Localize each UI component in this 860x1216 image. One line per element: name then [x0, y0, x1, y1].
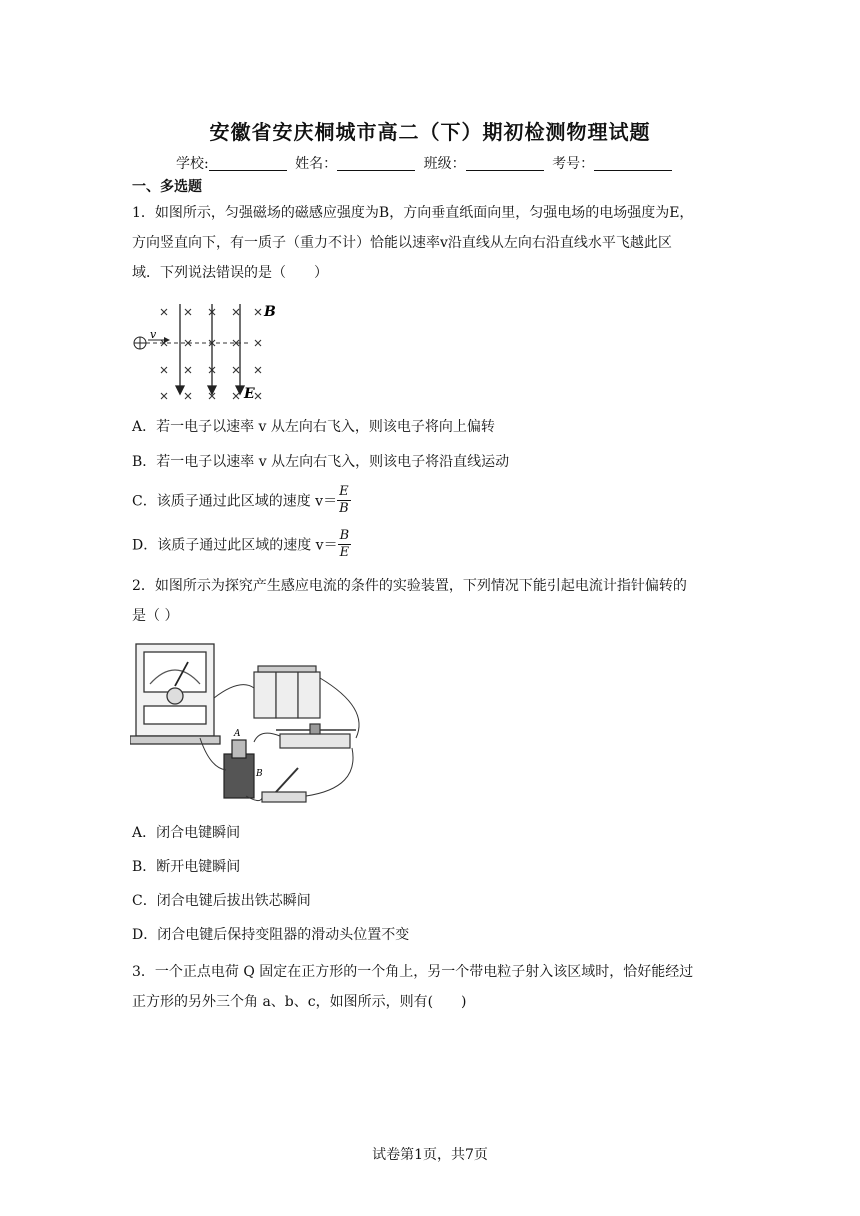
q1-option-c-text: C．该质子通过此区域的速度 v＝	[132, 493, 338, 510]
q2-stem	[132, 571, 736, 631]
school-blank	[209, 156, 287, 171]
section-heading: 一、多选题	[132, 179, 202, 195]
q2-line1: 2．如图所示为探究产生感应电流的条件的实验装置，下列情况下能引起电流计指针偏转的	[132, 578, 687, 594]
name-blank	[337, 156, 415, 171]
q1-option-d-fraction: $\frac{B}{E}$	[339, 528, 350, 560]
q3-line1: 3．一个正点电荷 Q 固定在正方形的一个角上，另一个带电粒子射入该区域时，恰好能经过	[132, 964, 694, 980]
cross-mark	[185, 367, 191, 373]
q1-option-b: B．若一电子以速率 v 从左向右飞入，则该电子将沿直线运动	[132, 454, 510, 470]
q2-option-c: C．闭合电键后拔出铁芯瞬间	[132, 893, 311, 909]
name-label: 姓名：	[295, 156, 338, 172]
q1-option-c-fraction: $\frac{E}{B}$	[339, 484, 349, 516]
q1-field-figure	[130, 298, 280, 406]
q1-option-d-text: D．该质子通过此区域的速度 v＝	[132, 537, 338, 554]
student-info-line	[176, 153, 676, 173]
electric-field-lines	[176, 304, 244, 394]
q1-line1: 1．如图所示，匀强磁场的磁感应强度为B，方向垂直纸面向里，匀强电场的电场强度为E，	[132, 205, 694, 221]
cross-mark	[233, 309, 239, 315]
q2-apparatus-figure	[130, 638, 380, 810]
fig-label-v: v	[150, 328, 157, 341]
number-blank	[594, 156, 672, 171]
cross-mark	[233, 393, 239, 399]
rheostat-icon	[276, 724, 356, 748]
cross-mark	[233, 367, 239, 373]
page-footer: 试卷第1页，共7页	[372, 1147, 488, 1163]
cross-mark	[255, 309, 261, 315]
velocity-arrow-icon	[164, 337, 170, 343]
cross-mark	[161, 367, 167, 373]
q2-option-d: D．闭合电键后保持变阻器的滑动头位置不变	[132, 927, 410, 943]
fig-label-B: B	[264, 304, 276, 320]
page-title: 安徽省安庆桐城市高二（下）期初检测物理试题	[209, 120, 651, 144]
q2-option-b: B．断开电键瞬间	[132, 859, 241, 875]
cross-mark	[255, 393, 261, 399]
fig-label-E: E	[244, 386, 255, 402]
class-label: 班级：	[423, 156, 466, 172]
cross-mark	[185, 393, 191, 399]
q2-option-a: A．闭合电键瞬间	[132, 825, 241, 841]
cross-mark	[161, 393, 167, 399]
q1-stem	[132, 198, 736, 288]
q1-line3: 域．下列说法错误的是（ ）	[132, 265, 328, 281]
class-blank	[466, 156, 544, 171]
q3-stem	[132, 957, 736, 1017]
q1-option-d	[132, 528, 351, 561]
fig-label-B2: B	[256, 769, 263, 779]
switch-icon	[262, 768, 306, 802]
q2-line2: 是（ ）	[132, 608, 179, 624]
q1-option-c	[132, 484, 351, 517]
cross-mark	[255, 367, 261, 373]
q1-line2: 方向竖直向下，有一质子（重力不计）恰能以速率v沿直线从左向右沿直线水平飞越此区	[132, 235, 672, 251]
cross-mark	[161, 309, 167, 315]
school-label: 学校:	[176, 156, 209, 172]
cross-mark	[185, 309, 191, 315]
cross-mark	[255, 340, 261, 346]
coil-icon	[224, 740, 254, 798]
number-label: 考号：	[552, 156, 595, 172]
q1-option-a: A．若一电子以速率 v 从左向右飞入，则该电子将向上偏转	[132, 419, 495, 435]
galvanometer-icon	[130, 644, 220, 744]
fig-label-A: A	[234, 729, 241, 739]
q3-line2: 正方形的另外三个角 a、b、c，如图所示，则有( )	[132, 994, 467, 1010]
battery-icon	[254, 666, 320, 718]
